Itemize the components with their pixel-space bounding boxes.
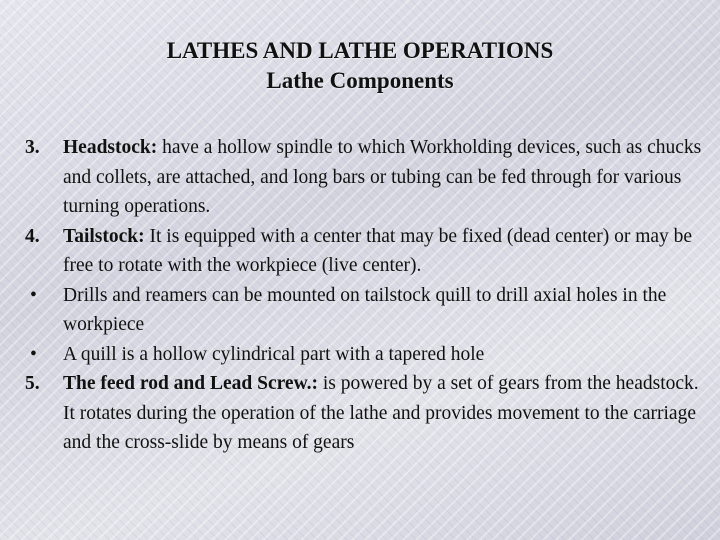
item-description: is powered by a set of gears from the headstock. It rotates during the operation of the lathe and provides movement to the carriage and the cross-slide by means of gears	[63, 373, 699, 453]
list-number: 3.	[25, 137, 40, 158]
item-text	[63, 222, 705, 281]
item-text	[63, 281, 705, 340]
item-text	[63, 133, 705, 222]
title-block	[0, 36, 720, 96]
item-text	[63, 340, 705, 370]
content-list	[25, 133, 705, 458]
list-item-quill-bullet	[25, 340, 705, 370]
term-label: Headstock:	[63, 137, 158, 158]
list-item-tailstock	[25, 222, 705, 281]
item-description: have a hollow spindle to which Workholding devices, such as chucks and collets, are attached, and long bars or tubing can be fed through for various turning operations.	[63, 137, 702, 217]
item-text	[63, 369, 705, 458]
term-label: Tailstock:	[63, 225, 145, 247]
list-item-drills-bullet	[25, 281, 705, 340]
list-item-headstock	[25, 133, 705, 222]
item-description: It is equipped with a center that may be fixed (dead center) or may be free to rotate with the workpiece (live center).	[63, 225, 693, 276]
list-number: 5.	[25, 373, 40, 394]
item-description: Drills and reamers can be mounted on tailstock quill to drill axial holes in the workpiece	[63, 284, 667, 335]
item-description: A quill is a hollow cylindrical part with a tapered hole	[63, 343, 485, 365]
bullet-icon: •	[30, 343, 37, 365]
list-item-feed-rod	[25, 369, 705, 458]
list-number: 4.	[25, 225, 40, 247]
slide-title: LATHES AND LATHE OPERATIONS	[166, 38, 554, 63]
bullet-icon: •	[30, 284, 37, 306]
slide-subtitle: Lathe Components	[266, 68, 454, 93]
term-label: The feed rod and Lead Screw.:	[63, 373, 318, 394]
